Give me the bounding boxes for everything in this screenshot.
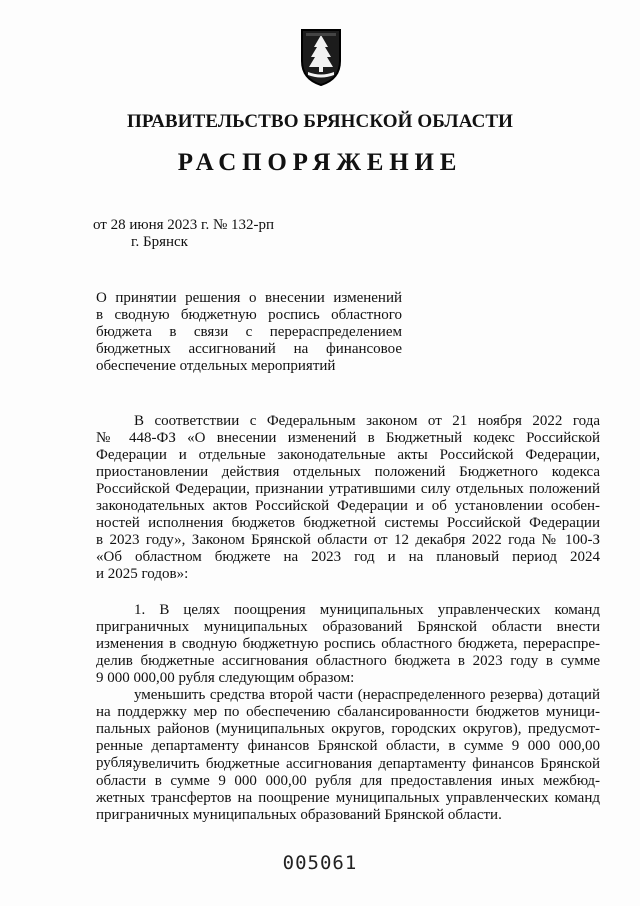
paragraph-line: и 2025 годов»: bbox=[96, 566, 189, 582]
document-type: РАСПОРЯЖЕНИЕ bbox=[177, 149, 463, 176]
paragraph-line: приостановлении действия отдельных положений Бюджетного кодекса bbox=[96, 464, 600, 480]
organization-name: ПРАВИТЕЛЬСТВО БРЯНСКОЙ ОБЛАСТИ bbox=[126, 111, 514, 132]
date-number-line: от 28 июня 2023 г. № 132-рп bbox=[93, 217, 275, 233]
paragraph-line: пальных районов (муниципальных округов, городских округов), предусмот- bbox=[96, 721, 600, 737]
paragraph-line: жетных трансфертов на поощрение муниципальных управленческих команд bbox=[96, 790, 600, 806]
paragraph-line: Федерации и отдельные законодательные акты Российской Федерации, bbox=[96, 447, 600, 463]
paragraph-line: Российской Федерации, признании утратившими силу отдельных положений bbox=[96, 481, 600, 497]
title-line: бюджета в связи с перераспределением bbox=[96, 324, 402, 340]
item-1-paragraph bbox=[96, 602, 600, 687]
paragraph-line: законодательных актов Российской Федерации и об установлении особен- bbox=[96, 498, 600, 514]
paragraph-line: изменения в сводную бюджетную роспись областного бюджета, перераспре- bbox=[96, 636, 600, 652]
paragraph-line: в 2023 году», Законом Брянской области от 12 декабря 2022 года № 100-З bbox=[96, 532, 600, 548]
paragraph-line: увеличить бюджетные ассигнования департаменту финансов Брянской bbox=[134, 756, 600, 772]
paragraph-line: ностей исполнения бюджетов бюджетной системы Российской Федерации bbox=[96, 515, 600, 531]
title-line: бюджетных ассигнований на финансовое bbox=[96, 341, 402, 357]
paragraph-line: приграничных муниципальных образований Брянской области внести bbox=[96, 619, 600, 635]
paragraph-line: уменьшить средства второй части (нераспределенного резерва) дотаций bbox=[134, 687, 600, 703]
title-line: О принятии решения о внесении изменений bbox=[96, 290, 402, 306]
paragraph-line: области в сумме 9 000 000,00 рубля для предоставления иных межбюд- bbox=[96, 773, 600, 789]
paragraph-line: 1. В целях поощрения муниципальных управленческих команд bbox=[134, 602, 600, 618]
increase-paragraph bbox=[96, 756, 600, 824]
document-title bbox=[96, 290, 402, 375]
paragraph-line: делив бюджетные ассигнования областного бюджета в 2023 году в сумме bbox=[96, 653, 600, 669]
title-line: в сводную бюджетную роспись областного bbox=[96, 307, 402, 323]
paragraph-line: В соответствии с Федеральным законом от 21 ноября 2022 года bbox=[134, 413, 600, 429]
paragraph-line: на поддержку мер по обеспечению сбалансированности бюджетов муници- bbox=[96, 704, 600, 720]
serial-number: 005061 bbox=[282, 852, 358, 874]
coat-of-arms-icon bbox=[298, 27, 344, 87]
city-line: г. Брянск bbox=[131, 234, 188, 250]
title-line: обеспечение отдельных мероприятий bbox=[96, 358, 336, 374]
paragraph-line: «Об областном бюджете на 2023 год и на плановый период 2024 bbox=[96, 549, 600, 565]
paragraph-line: 9 000 000,00 рубля следующим образом: bbox=[96, 670, 355, 686]
paragraph-line: приграничных муниципальных образований Брянской области. bbox=[96, 807, 502, 823]
paragraph-line: ренные департаменту финансов Брянской области, в сумме 9 000 000,00 рубля; bbox=[96, 738, 600, 771]
preamble-paragraph bbox=[96, 413, 600, 583]
paragraph-line: № 448-ФЗ «О внесении изменений в Бюджетный кодекс Российской bbox=[96, 430, 600, 446]
